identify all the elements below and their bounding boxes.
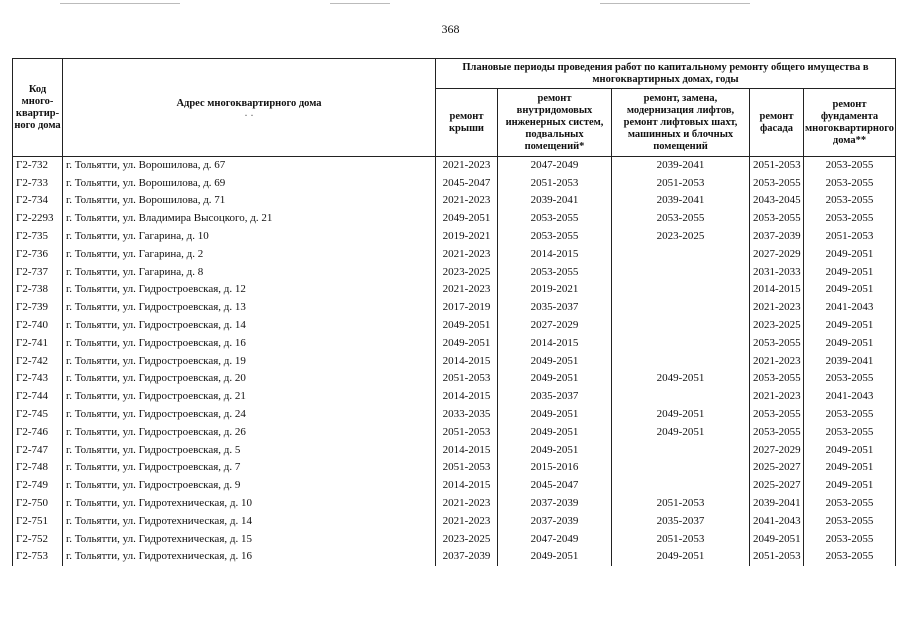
cell-roof: 2045-2047: [436, 174, 498, 192]
header-engineering: ремонт внутридомовых инженерных систем, подвальных помещений*: [498, 89, 612, 157]
table-row: [13, 192, 896, 210]
table-row: [13, 245, 896, 263]
cell-elevators: 2051-2053: [612, 174, 750, 192]
cell-foundation: 2053-2055: [804, 157, 896, 175]
cell-code: Г2-734: [13, 192, 63, 210]
cell-roof: 2049-2051: [436, 334, 498, 352]
cell-engineering: 2037-2039: [498, 512, 612, 530]
cell-facade: 2039-2041: [750, 495, 804, 513]
cell-facade: 2025-2027: [750, 459, 804, 477]
cell-address: г. Тольятти, ул. Гидростроевская, д. 12: [63, 281, 436, 299]
cell-code: Г2-735: [13, 228, 63, 246]
cell-code: Г2-753: [13, 548, 63, 566]
cell-facade: 2025-2027: [750, 477, 804, 495]
cell-code: Г2-738: [13, 281, 63, 299]
cell-elevators: 2051-2053: [612, 530, 750, 548]
scan-edge-mark: [600, 3, 750, 4]
cell-code: Г2-751: [13, 512, 63, 530]
cell-address: г. Тольятти, ул. Гидростроевская, д. 19: [63, 352, 436, 370]
cell-address: г. Тольятти, ул. Ворошилова, д. 67: [63, 157, 436, 175]
cell-foundation: 2049-2051: [804, 263, 896, 281]
table-row: [13, 210, 896, 228]
cell-address: г. Тольятти, ул. Гидротехническая, д. 14: [63, 512, 436, 530]
scan-edge-mark: [60, 3, 180, 4]
cell-roof: 2049-2051: [436, 317, 498, 335]
cell-facade: 2021-2023: [750, 352, 804, 370]
cell-roof: 2014-2015: [436, 477, 498, 495]
cell-roof: 2033-2035: [436, 406, 498, 424]
cell-address: г. Тольятти, ул. Гидростроевская, д. 13: [63, 299, 436, 317]
cell-foundation: 2053-2055: [804, 406, 896, 424]
table-row: [13, 317, 896, 335]
cell-roof: 2023-2025: [436, 263, 498, 281]
cell-address: г. Тольятти, ул. Гидростроевская, д. 20: [63, 370, 436, 388]
cell-engineering: 2049-2051: [498, 406, 612, 424]
cell-code: Г2-737: [13, 263, 63, 281]
cell-facade: 2023-2025: [750, 317, 804, 335]
scan-edge-mark: [330, 3, 390, 4]
cell-foundation: 2051-2053: [804, 228, 896, 246]
table-row: [13, 174, 896, 192]
cell-facade: 2051-2053: [750, 157, 804, 175]
header-periods-group: Плановые периоды проведения работ по капитальному ремонту общего имущества в многоквартирных домах, годы: [436, 59, 896, 89]
cell-elevators: [612, 477, 750, 495]
cell-foundation: 2053-2055: [804, 192, 896, 210]
cell-foundation: 2049-2051: [804, 245, 896, 263]
cell-elevators: [612, 299, 750, 317]
cell-address: г. Тольятти, ул. Гидростроевская, д. 9: [63, 477, 436, 495]
cell-foundation: 2049-2051: [804, 441, 896, 459]
cell-foundation: 2053-2055: [804, 512, 896, 530]
table-row: [13, 299, 896, 317]
cell-engineering: 2051-2053: [498, 174, 612, 192]
cell-elevators: 2049-2051: [612, 370, 750, 388]
cell-foundation: 2049-2051: [804, 334, 896, 352]
cell-roof: 2051-2053: [436, 423, 498, 441]
cell-code: Г2-742: [13, 352, 63, 370]
table-row: [13, 228, 896, 246]
cell-engineering: 2045-2047: [498, 477, 612, 495]
table-row: [13, 370, 896, 388]
table-row: [13, 548, 896, 566]
cell-elevators: 2035-2037: [612, 512, 750, 530]
cell-facade: 2053-2055: [750, 334, 804, 352]
cell-foundation: 2049-2051: [804, 459, 896, 477]
cell-address: г. Тольятти, ул. Гидротехническая, д. 16: [63, 548, 436, 566]
cell-facade: 2053-2055: [750, 174, 804, 192]
table-row: [13, 530, 896, 548]
cell-elevators: [612, 441, 750, 459]
cell-address: г. Тольятти, ул. Гагарина, д. 10: [63, 228, 436, 246]
cell-facade: 2027-2029: [750, 245, 804, 263]
cell-code: Г2-750: [13, 495, 63, 513]
cell-code: Г2-743: [13, 370, 63, 388]
cell-roof: 2017-2019: [436, 299, 498, 317]
table-row: [13, 495, 896, 513]
cell-engineering: 2049-2051: [498, 548, 612, 566]
cell-engineering: 2049-2051: [498, 423, 612, 441]
table-row: [13, 441, 896, 459]
cell-roof: 2014-2015: [436, 388, 498, 406]
cell-facade: 2014-2015: [750, 281, 804, 299]
cell-roof: 2049-2051: [436, 210, 498, 228]
cell-facade: 2021-2023: [750, 388, 804, 406]
cell-elevators: [612, 352, 750, 370]
cell-foundation: 2053-2055: [804, 423, 896, 441]
cell-elevators: [612, 281, 750, 299]
cell-elevators: 2049-2051: [612, 548, 750, 566]
table-row: [13, 157, 896, 175]
cell-foundation: 2041-2043: [804, 299, 896, 317]
cell-engineering: 2047-2049: [498, 530, 612, 548]
cell-address: г. Тольятти, ул. Гагарина, д. 8: [63, 263, 436, 281]
cell-facade: 2043-2045: [750, 192, 804, 210]
cell-address: г. Тольятти, ул. Ворошилова, д. 69: [63, 174, 436, 192]
cell-facade: 2021-2023: [750, 299, 804, 317]
cell-roof: 2051-2053: [436, 370, 498, 388]
cell-engineering: 2035-2037: [498, 299, 612, 317]
cell-elevators: [612, 388, 750, 406]
cell-elevators: 2023-2025: [612, 228, 750, 246]
cell-roof: 2021-2023: [436, 495, 498, 513]
cell-code: Г2-740: [13, 317, 63, 335]
cell-engineering: 2019-2021: [498, 281, 612, 299]
cell-engineering: 2037-2039: [498, 495, 612, 513]
cell-code: Г2-752: [13, 530, 63, 548]
cell-engineering: 2053-2055: [498, 263, 612, 281]
cell-facade: 2053-2055: [750, 406, 804, 424]
cell-facade: 2053-2055: [750, 423, 804, 441]
cell-roof: 2023-2025: [436, 530, 498, 548]
cell-foundation: 2039-2041: [804, 352, 896, 370]
table-row: [13, 512, 896, 530]
cell-engineering: 2039-2041: [498, 192, 612, 210]
cell-elevators: [612, 459, 750, 477]
cell-facade: 2041-2043: [750, 512, 804, 530]
cell-code: Г2-747: [13, 441, 63, 459]
cell-facade: 2037-2039: [750, 228, 804, 246]
header-address: [63, 59, 436, 157]
cell-elevators: 2039-2041: [612, 157, 750, 175]
cell-roof: 2021-2023: [436, 281, 498, 299]
cell-elevators: 2049-2051: [612, 423, 750, 441]
cell-elevators: [612, 245, 750, 263]
cell-engineering: 2049-2051: [498, 370, 612, 388]
cell-roof: 2051-2053: [436, 459, 498, 477]
cell-address: г. Тольятти, ул. Владимира Высоцкого, д. 21: [63, 210, 436, 228]
cell-engineering: 2053-2055: [498, 210, 612, 228]
cell-code: Г2-2293: [13, 210, 63, 228]
table-row: [13, 477, 896, 495]
cell-foundation: 2053-2055: [804, 548, 896, 566]
cell-foundation: 2049-2051: [804, 477, 896, 495]
cell-roof: 2021-2023: [436, 192, 498, 210]
cell-address: г. Тольятти, ул. Гидростроевская, д. 24: [63, 406, 436, 424]
cell-address: г. Тольятти, ул. Гидростроевская, д. 26: [63, 423, 436, 441]
cell-foundation: 2053-2055: [804, 174, 896, 192]
cell-engineering: 2049-2051: [498, 441, 612, 459]
cell-code: Г2-748: [13, 459, 63, 477]
cell-foundation: 2053-2055: [804, 370, 896, 388]
cell-code: Г2-733: [13, 174, 63, 192]
cell-engineering: 2049-2051: [498, 352, 612, 370]
cell-engineering: 2027-2029: [498, 317, 612, 335]
header-facade: ремонт фасада: [750, 89, 804, 157]
cell-engineering: 2015-2016: [498, 459, 612, 477]
cell-engineering: 2047-2049: [498, 157, 612, 175]
cell-foundation: 2053-2055: [804, 530, 896, 548]
cell-elevators: 2049-2051: [612, 406, 750, 424]
table-row: [13, 388, 896, 406]
cell-facade: 2051-2053: [750, 548, 804, 566]
cell-roof: 2019-2021: [436, 228, 498, 246]
cell-facade: 2031-2033: [750, 263, 804, 281]
cell-code: Г2-745: [13, 406, 63, 424]
cell-engineering: 2035-2037: [498, 388, 612, 406]
cell-foundation: 2041-2043: [804, 388, 896, 406]
header-foundation: ремонт фундамента многоквартирного дома**: [804, 89, 896, 157]
capital-repair-table: [12, 58, 896, 566]
cell-address: г. Тольятти, ул. Гидростроевская, д. 16: [63, 334, 436, 352]
table-row: [13, 334, 896, 352]
cell-code: Г2-749: [13, 477, 63, 495]
header-code: Код много-квартир-ного дома: [13, 59, 63, 157]
cell-address: г. Тольятти, ул. Гидротехническая, д. 10: [63, 495, 436, 513]
table-row: [13, 352, 896, 370]
cell-roof: 2021-2023: [436, 157, 498, 175]
cell-roof: 2037-2039: [436, 548, 498, 566]
cell-address: г. Тольятти, ул. Гидростроевская, д. 21: [63, 388, 436, 406]
cell-roof: 2014-2015: [436, 441, 498, 459]
cell-elevators: [612, 334, 750, 352]
cell-address: г. Тольятти, ул. Ворошилова, д. 71: [63, 192, 436, 210]
cell-code: Г2-741: [13, 334, 63, 352]
cell-code: Г2-736: [13, 245, 63, 263]
cell-address: г. Тольятти, ул. Гагарина, д. 2: [63, 245, 436, 263]
cell-code: Г2-746: [13, 423, 63, 441]
cell-elevators: 2053-2055: [612, 210, 750, 228]
cell-elevators: [612, 263, 750, 281]
table-row: [13, 281, 896, 299]
cell-code: Г2-744: [13, 388, 63, 406]
cell-address: г. Тольятти, ул. Гидростроевская, д. 14: [63, 317, 436, 335]
cell-code: Г2-739: [13, 299, 63, 317]
header-address-label: Адрес многоквартирного дома: [176, 97, 322, 109]
cell-facade: 2027-2029: [750, 441, 804, 459]
cell-foundation: 2049-2051: [804, 317, 896, 335]
cell-address: г. Тольятти, ул. Гидростроевская, д. 7: [63, 459, 436, 477]
cell-facade: 2053-2055: [750, 370, 804, 388]
table-row: [13, 423, 896, 441]
cell-roof: 2014-2015: [436, 352, 498, 370]
cell-foundation: 2053-2055: [804, 210, 896, 228]
cell-facade: 2053-2055: [750, 210, 804, 228]
header-elevators: ремонт, замена, модернизация лифтов, ремонт лифтовых шахт, машинных и блочных помещений: [612, 89, 750, 157]
cell-address: г. Тольятти, ул. Гидростроевская, д. 5: [63, 441, 436, 459]
cell-code: Г2-732: [13, 157, 63, 175]
cell-roof: 2021-2023: [436, 245, 498, 263]
cell-foundation: 2053-2055: [804, 495, 896, 513]
cell-address: г. Тольятти, ул. Гидротехническая, д. 15: [63, 530, 436, 548]
cell-engineering: 2014-2015: [498, 245, 612, 263]
cell-roof: 2021-2023: [436, 512, 498, 530]
cell-facade: 2049-2051: [750, 530, 804, 548]
table-row: [13, 406, 896, 424]
page-number: 368: [441, 22, 460, 36]
cell-engineering: 2014-2015: [498, 334, 612, 352]
cell-elevators: 2039-2041: [612, 192, 750, 210]
cell-elevators: [612, 317, 750, 335]
header-roof: ремонт крыши: [436, 89, 498, 157]
cell-engineering: 2053-2055: [498, 228, 612, 246]
cell-elevators: 2051-2053: [612, 495, 750, 513]
scan-dots: . .: [245, 108, 253, 118]
table-row: [13, 263, 896, 281]
cell-foundation: 2049-2051: [804, 281, 896, 299]
table-row: [13, 459, 896, 477]
